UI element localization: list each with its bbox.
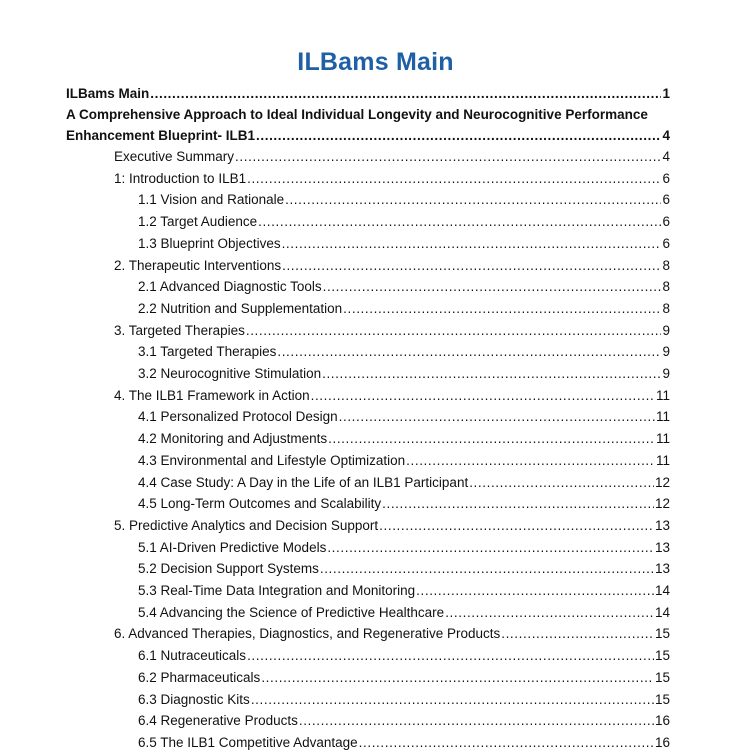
toc-dot-leader <box>235 146 661 168</box>
toc-entry[interactable] <box>66 385 670 407</box>
toc-dot-leader <box>256 125 661 146</box>
toc-entry-title: 6.4 Regenerative Products <box>138 713 298 729</box>
toc-dot-leader <box>359 732 654 754</box>
toc-page-number: 4 <box>662 128 670 143</box>
toc-page-number: 15 <box>654 626 670 642</box>
toc-entry[interactable] <box>66 168 670 190</box>
toc-dot-leader <box>445 602 654 624</box>
toc-dot-leader <box>501 623 654 645</box>
toc-dot-leader <box>323 276 662 298</box>
toc-page-number: 4 <box>662 149 670 164</box>
toc-entry[interactable] <box>66 406 670 428</box>
toc-dot-leader <box>258 211 661 233</box>
toc-entry-title: 4.2 Monitoring and Adjustments <box>138 431 328 447</box>
toc-entry-title: 3. Targeted Therapies <box>114 322 245 338</box>
toc-entry[interactable] <box>66 146 670 168</box>
toc-page-number: 13 <box>654 539 670 555</box>
toc-entry[interactable] <box>66 104 670 146</box>
toc-entry-title: 1.1 Vision and Rationale <box>138 192 285 208</box>
toc-entry[interactable] <box>66 493 670 515</box>
toc-entry[interactable] <box>66 537 670 559</box>
toc-entry[interactable] <box>66 276 670 298</box>
toc-page-number: 15 <box>654 669 670 685</box>
toc-entry-title: 4.4 Case Study: A Day in the Life of an ILB1 Participant <box>138 474 469 490</box>
toc-page-number: 11 <box>655 387 670 403</box>
toc-page-number: 11 <box>655 452 670 468</box>
toc-page-number: 11 <box>655 431 670 447</box>
toc-page-number: 1 <box>662 86 670 101</box>
toc-dot-leader <box>379 515 654 537</box>
toc-entry[interactable] <box>66 341 670 363</box>
toc-dot-leader <box>328 428 655 450</box>
toc-page-number: 6 <box>662 214 670 230</box>
toc-dot-leader <box>322 363 661 385</box>
document-title: ILBams Main <box>297 47 454 76</box>
toc-page-number: 13 <box>654 517 670 533</box>
toc-entry-title: 5. Predictive Analytics and Decision Support <box>114 517 379 533</box>
toc-entry-title: ILBams Main <box>66 86 150 101</box>
toc-entry-title: 1.2 Target Audience <box>138 214 258 230</box>
toc-entry[interactable] <box>66 515 670 537</box>
toc-entry[interactable] <box>66 83 670 104</box>
toc-dot-leader <box>150 83 661 104</box>
toc-entry-title: A Comprehensive Approach to Ideal Individual Longevity and Neurocognitive Performance <box>66 107 648 122</box>
toc-entry[interactable] <box>66 472 670 494</box>
toc-entry-title: 6.1 Nutraceuticals <box>138 648 247 664</box>
toc-entry[interactable] <box>66 428 670 450</box>
toc-page-number: 6 <box>662 170 670 186</box>
toc-entry-title: 5.1 AI-Driven Predictive Models <box>138 539 327 555</box>
toc-entry-title: Executive Summary <box>114 149 235 164</box>
toc-entry-title: 5.4 Advancing the Science of Predictive Healthcare <box>138 604 445 620</box>
toc-page-number: 12 <box>654 474 670 490</box>
toc-entry-title: 4.3 Environmental and Lifestyle Optimization <box>138 452 406 468</box>
toc-page-number: 12 <box>654 496 670 512</box>
toc-dot-leader <box>406 450 655 472</box>
toc-entry-title: 5.2 Decision Support Systems <box>138 561 319 577</box>
toc-entry[interactable] <box>66 558 670 580</box>
toc-entry-title: 3.2 Neurocognitive Stimulation <box>138 366 322 382</box>
toc-dot-leader <box>339 406 655 428</box>
toc-entry-title: 6. Advanced Therapies, Diagnostics, and Regenerative Products <box>114 626 501 642</box>
toc-dot-leader <box>282 233 662 255</box>
toc-page-number: 9 <box>662 344 670 360</box>
toc-dot-leader <box>261 667 654 689</box>
toc-page-number: 13 <box>654 561 670 577</box>
toc-dot-leader <box>277 341 661 363</box>
toc-dot-leader <box>247 168 661 190</box>
toc-dot-leader <box>343 298 661 320</box>
toc-entry-title: 4. The ILB1 Framework in Action <box>114 387 310 403</box>
toc-page-number: 9 <box>662 322 670 338</box>
toc-entry-title: 1: Introduction to ILB1 <box>114 170 247 186</box>
toc-entry[interactable] <box>66 623 670 645</box>
table-of-contents <box>66 83 670 754</box>
toc-page-number: 16 <box>654 734 670 750</box>
toc-page-number: 15 <box>654 691 670 707</box>
toc-entry[interactable] <box>66 255 670 277</box>
toc-dot-leader <box>285 189 661 211</box>
toc-entry[interactable] <box>66 602 670 624</box>
toc-entry-line2 <box>66 125 670 146</box>
toc-page-number: 15 <box>654 648 670 664</box>
toc-page-number: 8 <box>662 279 670 295</box>
toc-page-number: 16 <box>654 713 670 729</box>
toc-entry[interactable] <box>66 189 670 211</box>
toc-entry-title: 6.5 The ILB1 Competitive Advantage <box>138 734 358 750</box>
toc-entry-title: 3.1 Targeted Therapies <box>138 344 277 360</box>
toc-page-number: 14 <box>654 604 670 620</box>
toc-entry[interactable] <box>66 233 670 255</box>
toc-entry[interactable] <box>66 667 670 689</box>
toc-page-number: 14 <box>654 583 670 599</box>
toc-dot-leader <box>327 537 654 559</box>
toc-entry-title: 4.1 Personalized Protocol Design <box>138 409 338 425</box>
toc-entry[interactable] <box>66 320 670 342</box>
toc-entry-title: 2.2 Nutrition and Supplementation <box>138 300 343 316</box>
toc-entry-title: 1.3 Blueprint Objectives <box>138 235 281 251</box>
toc-dot-leader <box>382 493 654 515</box>
toc-entry[interactable] <box>66 689 670 711</box>
toc-dot-leader <box>416 580 654 602</box>
toc-page-number: 6 <box>662 192 670 208</box>
toc-page-number: 11 <box>655 409 670 425</box>
toc-entry-title-continued: Enhancement Blueprint- ILB1 <box>66 128 256 143</box>
toc-dot-leader <box>282 255 661 277</box>
toc-entry-title: 2.1 Advanced Diagnostic Tools <box>138 279 322 295</box>
toc-dot-leader <box>246 320 662 342</box>
toc-entry[interactable] <box>66 363 670 385</box>
toc-entry[interactable] <box>66 298 670 320</box>
toc-dot-leader <box>311 385 655 407</box>
toc-dot-leader <box>299 710 654 732</box>
toc-dot-leader <box>320 558 654 580</box>
toc-dot-leader <box>469 472 654 494</box>
toc-entry-title: 6.3 Diagnostic Kits <box>138 691 250 707</box>
toc-entry[interactable] <box>66 645 670 667</box>
toc-dot-leader <box>247 645 654 667</box>
toc-dot-leader <box>251 689 654 711</box>
toc-entry-title: 4.5 Long-Term Outcomes and Scalability <box>138 496 382 512</box>
toc-entry[interactable] <box>66 450 670 472</box>
toc-entry[interactable] <box>66 732 670 754</box>
toc-entry[interactable] <box>66 211 670 233</box>
toc-entry[interactable] <box>66 580 670 602</box>
toc-entry[interactable] <box>66 710 670 732</box>
toc-entry-title: 6.2 Pharmaceuticals <box>138 669 261 685</box>
toc-page-number: 9 <box>662 366 670 382</box>
toc-entry-title: 5.3 Real-Time Data Integration and Monitoring <box>138 583 416 599</box>
toc-page-number: 6 <box>662 235 670 251</box>
toc-page-number: 8 <box>662 300 670 316</box>
toc-entry-title: 2. Therapeutic Interventions <box>114 257 282 273</box>
toc-page-number: 8 <box>662 257 670 273</box>
